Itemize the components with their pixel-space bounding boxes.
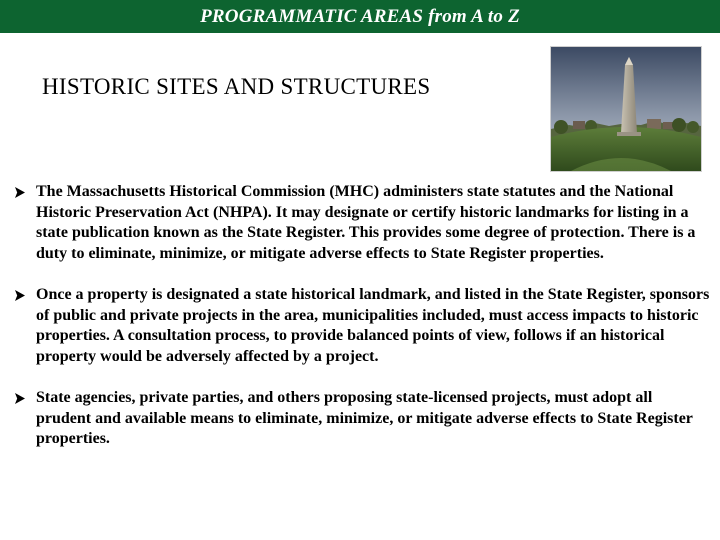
arrowhead-bullet-icon [14, 285, 36, 305]
list-item [14, 285, 714, 367]
obelisk-monument-photo [551, 47, 701, 171]
arrowhead-bullet-icon [14, 388, 36, 408]
list-item [14, 388, 714, 450]
bullet-text: Once a property is designated a state historical landmark, and listed in the State Register, sponsors of public and private projects in the area, municipalities included, must access impacts to historic properties. A consultation process, to provide balanced points of view, follows if an historical property would be adversely affected by a project. [36, 286, 710, 365]
list-item [14, 182, 714, 264]
bullet-text: State agencies, private parties, and others proposing state-licensed projects, must adopt all prudent and available means to eliminate, minimize, or mitigate adverse effects to State Register properties. [36, 389, 693, 447]
bullet-text: The Massachusetts Historical Commission (MHC) administers state statutes and the National Historic Preservation Act (NHPA). It may designate or certify historic landmarks for listing in a state publication known as the State Register. This provides some degree of protection. There is a duty to eliminate, minimize, or mitigate adverse effects to State Register properties. [36, 183, 696, 262]
arrowhead-bullet-icon [14, 182, 36, 202]
header-banner [0, 0, 720, 33]
banner-title: PROGRAMMATIC AREAS from A to Z [200, 5, 520, 27]
slide-title: HISTORIC SITES AND STRUCTURES [42, 74, 431, 99]
bullet-list [14, 182, 714, 450]
